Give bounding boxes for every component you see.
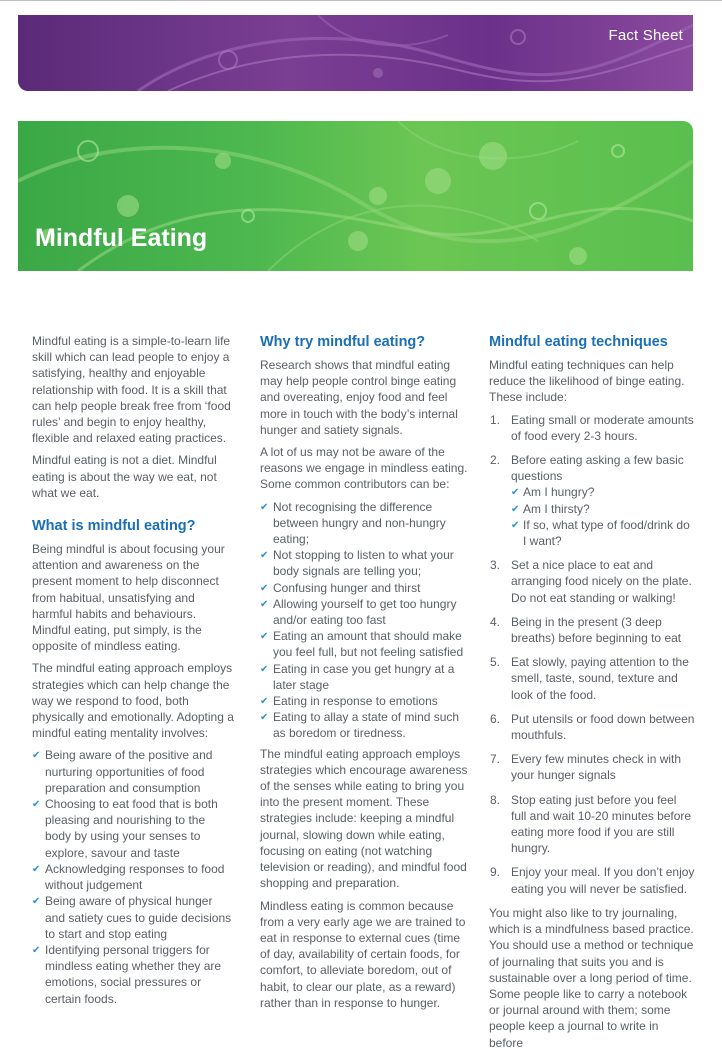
fact-sheet-label: Fact Sheet: [608, 27, 683, 44]
list-item: 6. Put utensils or food down between mouthfuls.: [490, 711, 695, 743]
column-1: [32, 333, 234, 1011]
what-is-paragraph-1: Being mindful is about focusing your attention and awareness on the present moment to help disconnect from habitual, unsatisfying and harmful habits and behaviours. Mindful eating, put simply, is the opposite of mindless eating.: [32, 542, 225, 654]
techniques-paragraph-1: Mindful eating techniques can help reduce the likelihood of binge eating. These include:: [489, 358, 685, 405]
check-icon: ✔: [511, 487, 520, 499]
page-top-edge: [0, 0, 722, 1]
check-icon: ✔: [32, 799, 41, 811]
list-item: ✔ Eating in case you get hungry at a later stage: [260, 661, 455, 692]
list-item: 9. Enjoy your meal. If you don’t enjoy eating you will never be satisfied.: [490, 865, 695, 896]
why-try-paragraph-2: A lot of us may not be aware of the reasons we engage in mindless eating. Some common contributors can be:: [260, 445, 468, 492]
list-item: ✔ Choosing to eat food that is both pleasing and nourishing to the body by using your senses to explore, savour and taste: [32, 797, 218, 860]
what-is-heading: What is mindful eating?: [32, 518, 196, 535]
why-try-paragraph-3: The mindful eating approach employs strategies which encourage awareness of the senses while eating to bring you into the present moment. These strategies include: keeping a mindful journal, slowing down while eating, focusing on eating (not watching television or reading), and mindful food shopping and preparation.: [260, 746, 468, 891]
list-item: ✔ Not stopping to listen to what your body signals are telling you;: [260, 548, 454, 579]
check-icon: ✔: [32, 750, 41, 762]
check-icon: ✔: [260, 696, 269, 708]
list-item: ✔ Eating to allay a state of mind such as boredom or tiredness.: [260, 710, 460, 741]
check-icon: ✔: [260, 582, 269, 594]
header-swirl-decoration: [18, 15, 693, 91]
list-item: ✔ Identifying personal triggers for mindless eating whether they are emotions, social pressures or certain foods.: [32, 942, 222, 1006]
title-banner: [18, 121, 693, 271]
list-item: 3. Set a nice place to eat and arranging food nicely on the plate. Do not eat standing or walking!: [490, 558, 692, 605]
list-item: ✔ Am I hungry?: [511, 484, 695, 500]
check-icon: ✔: [260, 598, 269, 610]
why-try-paragraph-1: Research shows that mindful eating may help people control binge eating and overeating, enjoy food and feel more in touch with the body’s internal hunger and satiety signals.: [260, 358, 458, 437]
mindful-mentality-list: [32, 747, 234, 1006]
why-try-paragraph-4: Mindless eating is common because from a very early age we are trained to eat in response to external cues (time of day, availability of certain foods, for comfort, to alleviate boredom, out of habit, to clear our plate, as a reward) rather than in response to hunger.: [260, 898, 466, 1010]
check-icon: ✔: [32, 896, 41, 908]
check-icon: ✔: [260, 501, 269, 513]
list-item: 8. Stop eating just before you feel full and wait 10-20 minutes before eating more food if you are still hungry.: [490, 792, 692, 856]
page-title: Mindful Eating: [35, 224, 208, 252]
column-2: [260, 333, 468, 1017]
list-item: 7. Every few minutes check in with your hunger signals: [490, 752, 682, 783]
list-item: ✔ Allowing yourself to get too hungry and/or eating too fast: [260, 596, 457, 628]
intro-paragraph-1: Mindful eating is a simple-to-learn life skill which can lead people to enjoy a satisfying, healthy and enjoyable relationship with food. It is a skill that can help people break free from ‘food rules’ and begin to enjoy healthy, flexible and relaxed eating practices.: [32, 334, 231, 446]
list-item: ✔ Eating in response to emotions: [260, 693, 468, 709]
journaling-paragraph: You might also like to try journaling, which is a mindfulness based practice. You should use a method or technique of journaling that suits you and is sustainable over a long period of time. Some people like to carry a notebook or journal around with them; some people keep a journal to write in before: [489, 905, 694, 1050]
list-item: ✔ Am I thirsty?: [511, 501, 695, 517]
what-is-paragraph-2: The mindful eating approach employs strategies which can help change the way we respond to food, both physically and emotionally. Adopting a mindful eating mentality involves:: [32, 661, 234, 741]
check-icon: ✔: [260, 712, 269, 724]
list-item: ✔ Eating an amount that should make you feel full, but not feeling satisfied: [260, 629, 464, 660]
list-item: 4. Being in the present (3 deep breaths) before beginning to eat: [490, 614, 682, 646]
list-item: ✔ Confusing hunger and thirst: [260, 580, 468, 596]
questions-sublist: [511, 484, 695, 549]
list-item: 2. Before eating asking a few basic questions ✔ Am I hungry? ✔ Am I thirsty? ✔ If so, what type of food/drink do I want?: [489, 452, 695, 549]
list-item: ✔ If so, what type of food/drink do I want?: [511, 517, 690, 549]
intro-paragraph-2: Mindful eating is not a diet. Mindful eating is about the way we eat, not what we eat.: [32, 453, 217, 500]
check-icon: ✔: [260, 663, 269, 675]
list-item: 5. Eat slowly, paying attention to the smell, taste, sound, texture and look of the food.: [490, 655, 689, 702]
list-item: ✔ Being aware of the positive and nurturing opportunities of food preparation and consumption: [32, 748, 213, 795]
check-icon: ✔: [511, 519, 520, 531]
techniques-list: [489, 412, 695, 897]
list-item: ✔ Acknowledging responses to food without judgement: [32, 861, 225, 893]
contributors-list: [260, 499, 468, 742]
check-icon: ✔: [32, 944, 41, 956]
techniques-heading: Mindful eating techniques: [489, 334, 668, 350]
check-icon: ✔: [511, 503, 520, 515]
list-item: ✔ Not recognising the difference between hungry and non-hungry eating;: [260, 499, 446, 547]
why-try-heading: Why try mindful eating?: [260, 334, 426, 350]
column-3: [489, 333, 695, 1057]
check-icon: ✔: [260, 550, 269, 562]
check-icon: ✔: [260, 631, 269, 643]
list-item: ✔ Being aware of physical hunger and satiety cues to guide decisions to start and stop eating: [32, 894, 232, 941]
header-banner: [18, 15, 693, 91]
list-item: 1. Eating small or moderate amounts of food every 2-3 hours.: [490, 412, 694, 443]
check-icon: ✔: [32, 863, 41, 875]
